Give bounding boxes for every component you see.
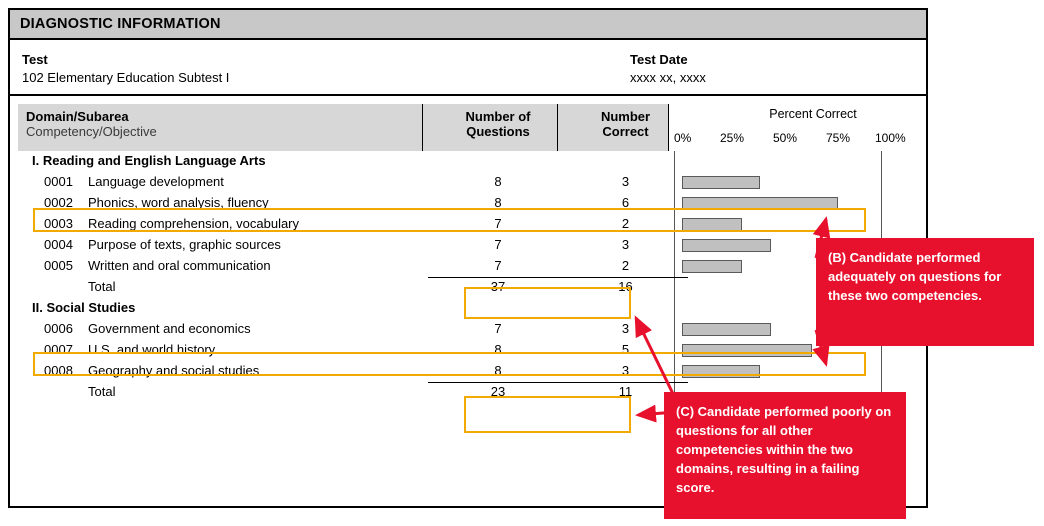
row-correct: 3 (621, 174, 630, 189)
chart-tick-25: 25% (720, 131, 745, 145)
column-header-questions-line1: Number of (465, 109, 531, 124)
total-correct: 11 (618, 384, 633, 399)
total-rule-questions (428, 277, 568, 278)
table-row (18, 256, 913, 277)
total-label: Total (88, 279, 116, 294)
column-header-domain (26, 109, 157, 139)
row-correct: 6 (621, 195, 630, 210)
row-correct: 2 (621, 258, 630, 273)
row-label: Language development (88, 174, 224, 189)
row-bar (682, 239, 771, 252)
row-label: Government and economics (88, 321, 251, 336)
row-bar (682, 197, 838, 210)
page-title: DIAGNOSTIC INFORMATION (20, 16, 221, 32)
section-heading-row (18, 151, 913, 172)
row-questions: 8 (494, 342, 502, 357)
row-code: 0006 (44, 321, 73, 336)
row-code: 0005 (44, 258, 73, 273)
chart-tick-50: 50% (773, 131, 798, 145)
column-header-questions (428, 109, 568, 139)
total-questions: 23 (490, 384, 506, 399)
row-bar (682, 176, 760, 189)
table-total-row (18, 277, 913, 298)
table-rows (18, 151, 913, 403)
section-heading-2: II. Social Studies (32, 300, 136, 315)
row-code: 0008 (44, 363, 73, 378)
test-date-value: xxxx xx, xxxx (630, 70, 706, 85)
column-divider-2 (557, 104, 558, 151)
row-label: Purpose of texts, graphic sources (88, 237, 281, 252)
chart-tick-100: 100% (875, 131, 906, 145)
table-row (18, 172, 913, 193)
row-bar (682, 365, 760, 378)
chart-axis-ticks (666, 131, 916, 147)
row-questions: 8 (494, 174, 502, 189)
row-bar (682, 323, 771, 336)
row-questions: 7 (494, 237, 502, 252)
total-rule-questions (428, 382, 568, 383)
row-correct: 2 (621, 216, 630, 231)
row-questions: 7 (494, 258, 502, 273)
row-code: 0004 (44, 237, 73, 252)
total-rule-correct (563, 382, 688, 383)
row-code: 0003 (44, 216, 73, 231)
report-header-bar (10, 10, 926, 40)
table-row (18, 193, 913, 214)
column-divider-1 (422, 104, 423, 151)
chart-tick-75: 75% (826, 131, 851, 145)
column-header-questions-line2: Questions (466, 124, 530, 139)
test-date-label: Test Date (630, 52, 688, 67)
row-label: Phonics, word analysis, fluency (88, 195, 269, 210)
total-label: Total (88, 384, 116, 399)
table-row (18, 319, 913, 340)
table-row (18, 361, 913, 382)
section-heading-row (18, 298, 913, 319)
total-correct: 16 (618, 279, 633, 294)
row-questions: 7 (494, 321, 502, 336)
chart-title: Percent Correct (769, 107, 857, 121)
row-bar (682, 218, 742, 231)
column-header-correct-line1: Number (600, 109, 651, 124)
test-date-block (630, 52, 706, 85)
row-questions: 7 (494, 216, 502, 231)
column-header-domain-line2: Competency/Objective (26, 124, 157, 139)
table-row (18, 340, 913, 361)
row-bar (682, 344, 812, 357)
row-questions: 8 (494, 195, 502, 210)
total-questions: 37 (490, 279, 506, 294)
total-rule-correct (563, 277, 688, 278)
row-code: 0001 (44, 174, 73, 189)
column-header-correct-line2: Correct (602, 124, 649, 139)
row-code: 0002 (44, 195, 73, 210)
table-row (18, 235, 913, 256)
test-value: 102 Elementary Education Subtest I (22, 70, 230, 85)
callout-c: (C) Candidate performed poorly on questions for all other competencies within the two domains, resulting in a failing score. (664, 392, 906, 519)
row-questions: 8 (494, 363, 502, 378)
test-label: Test (22, 52, 48, 67)
row-correct: 3 (621, 363, 630, 378)
section-heading-1: I. Reading and English Language Arts (32, 153, 266, 168)
row-label: Written and oral communication (88, 258, 271, 273)
row-label: Reading comprehension, vocabulary (88, 216, 300, 231)
table-column-headers (18, 104, 913, 151)
test-block (22, 52, 229, 85)
row-correct: 3 (621, 237, 630, 252)
row-correct: 5 (621, 342, 630, 357)
callout-b: (B) Candidate performed adequately on questions for these two competencies. (816, 238, 1034, 346)
row-label: Geography and social studies (88, 363, 260, 378)
test-info-section (10, 40, 926, 96)
row-bar (682, 260, 742, 273)
row-label: U.S. and world history (88, 342, 216, 357)
chart-tick-0: 0% (674, 131, 692, 145)
row-correct: 3 (621, 321, 630, 336)
row-code: 0007 (44, 342, 73, 357)
table-row (18, 214, 913, 235)
column-header-domain-line1: Domain/Subarea (26, 109, 129, 124)
